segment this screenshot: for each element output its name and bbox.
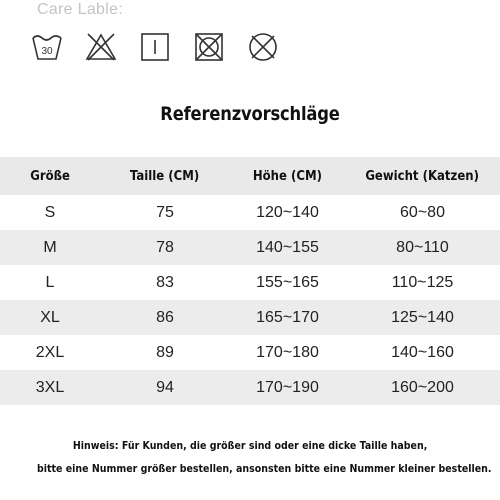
cell-weight: 140~160 bbox=[345, 335, 500, 370]
cell-height: 140~155 bbox=[230, 230, 345, 265]
page-title: Referenzvorschläge bbox=[160, 103, 340, 125]
cell-size: L bbox=[0, 265, 100, 300]
wash-30-icon bbox=[30, 30, 64, 64]
header-height: Höhe (CM) bbox=[230, 157, 345, 195]
cell-weight: 125~140 bbox=[345, 300, 500, 335]
cell-height: 170~190 bbox=[230, 370, 345, 405]
note-line-2: bitte eine Nummer größer bestellen, ansonsten bitte eine Nummer kleiner bestellen. bbox=[36, 462, 492, 475]
cell-waist: 89 bbox=[100, 335, 230, 370]
cell-weight: 110~125 bbox=[345, 265, 500, 300]
care-icons bbox=[30, 30, 280, 64]
cell-weight: 160~200 bbox=[345, 370, 500, 405]
cell-weight: 60~80 bbox=[345, 195, 500, 230]
table-row bbox=[0, 370, 500, 405]
table-row bbox=[0, 335, 500, 370]
table-header-row bbox=[0, 157, 500, 195]
cell-height: 165~170 bbox=[230, 300, 345, 335]
no-tumble-dry-icon bbox=[192, 30, 226, 64]
table-row bbox=[0, 230, 500, 265]
hang-dry-icon bbox=[138, 30, 172, 64]
cell-height: 155~165 bbox=[230, 265, 345, 300]
cell-size: M bbox=[0, 230, 100, 265]
cell-waist: 83 bbox=[100, 265, 230, 300]
cell-size: 2XL bbox=[0, 335, 100, 370]
cell-height: 170~180 bbox=[230, 335, 345, 370]
cell-size: S bbox=[0, 195, 100, 230]
no-bleach-icon bbox=[84, 30, 118, 64]
table-row bbox=[0, 195, 500, 230]
table-row bbox=[0, 300, 500, 335]
cell-weight: 80~110 bbox=[345, 230, 500, 265]
size-chart-table bbox=[0, 157, 500, 405]
cell-waist: 78 bbox=[100, 230, 230, 265]
cell-height: 120~140 bbox=[230, 195, 345, 230]
header-waist: Taille (CM) bbox=[100, 157, 230, 195]
wash-temp-text: 30 bbox=[41, 46, 53, 57]
cell-waist: 94 bbox=[100, 370, 230, 405]
no-dry-clean-icon bbox=[246, 30, 280, 64]
cell-waist: 75 bbox=[100, 195, 230, 230]
table-row bbox=[0, 265, 500, 300]
cell-waist: 86 bbox=[100, 300, 230, 335]
care-label-heading: Care Lable: bbox=[37, 1, 124, 18]
header-weight: Gewicht (Katzen) bbox=[345, 157, 500, 195]
cell-size: 3XL bbox=[0, 370, 100, 405]
cell-size: XL bbox=[0, 300, 100, 335]
note-line-1: Hinweis: Für Kunden, die größer sind oder eine dicke Taille haben, bbox=[72, 439, 428, 452]
header-size: Größe bbox=[0, 157, 100, 195]
